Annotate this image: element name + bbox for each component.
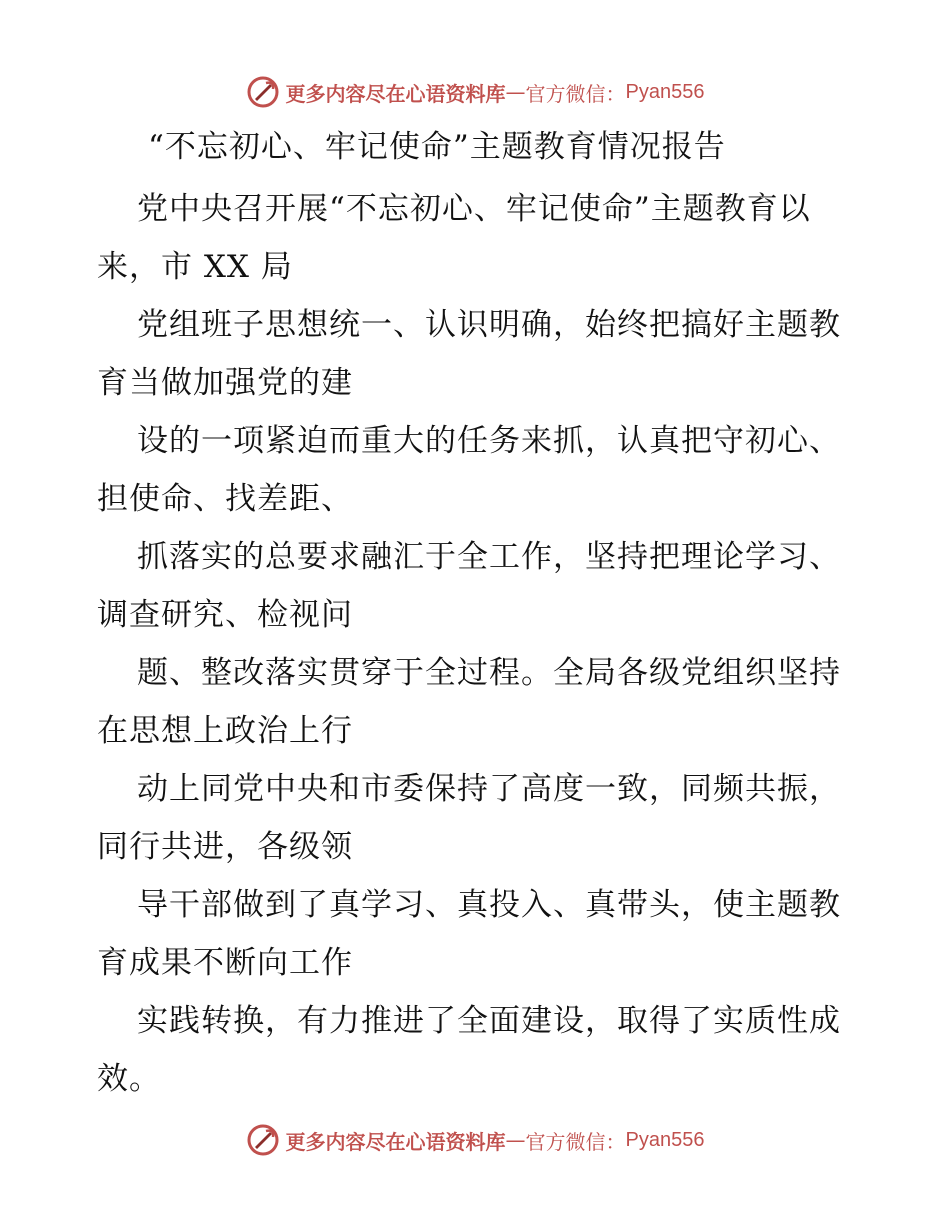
watermark-separator: —: [505, 1128, 526, 1152]
paragraph: 动上同党中央和市委保持了高度一致，同频共振，同行共进，各级领: [97, 771, 841, 865]
watermark-separator: —: [505, 80, 526, 104]
watermark-official-label: 官方微信：: [525, 1129, 626, 1154]
document-body: [97, 180, 857, 1108]
footer-watermark: [0, 1120, 950, 1160]
quill-logo-icon: [246, 75, 280, 109]
watermark-official-label: 官方微信：: [525, 81, 626, 106]
watermark-site-text: 更多内容尽在心语资料库: [285, 1129, 506, 1154]
quill-logo-icon: [246, 1123, 280, 1157]
document-title: “不忘初心、牢记使命”主题教育情况报告: [148, 129, 726, 165]
paragraph: 导干部做到了真学习、真投入、真带头，使主题教育成果不断向工作: [97, 887, 841, 981]
paragraph: 抓落实的总要求融汇于全工作，坚持把理论学习、调查研究、检视问: [97, 539, 841, 633]
paragraph: 党组班子思想统一、认识明确，始终把搞好主题教育当做加强党的建: [97, 307, 841, 401]
paragraph: 党中央召开展“不忘初心、牢记使命”主题教育以来，市 XX 局: [97, 191, 811, 285]
watermark-account-id: Pyan556: [625, 80, 705, 103]
watermark-account-id: Pyan556: [625, 1128, 705, 1151]
paragraph: 题、整改落实贯穿于全过程。全局各级党组织坚持在思想上政治上行: [97, 655, 841, 749]
paragraph: 实践转换，有力推进了全面建设，取得了实质性成效。: [97, 1003, 841, 1097]
paragraph: 设的一项紧迫而重大的任务来抓，认真把守初心、担使命、找差距、: [97, 423, 841, 517]
header-watermark: [0, 72, 950, 112]
watermark-site-text: 更多内容尽在心语资料库: [285, 81, 506, 106]
